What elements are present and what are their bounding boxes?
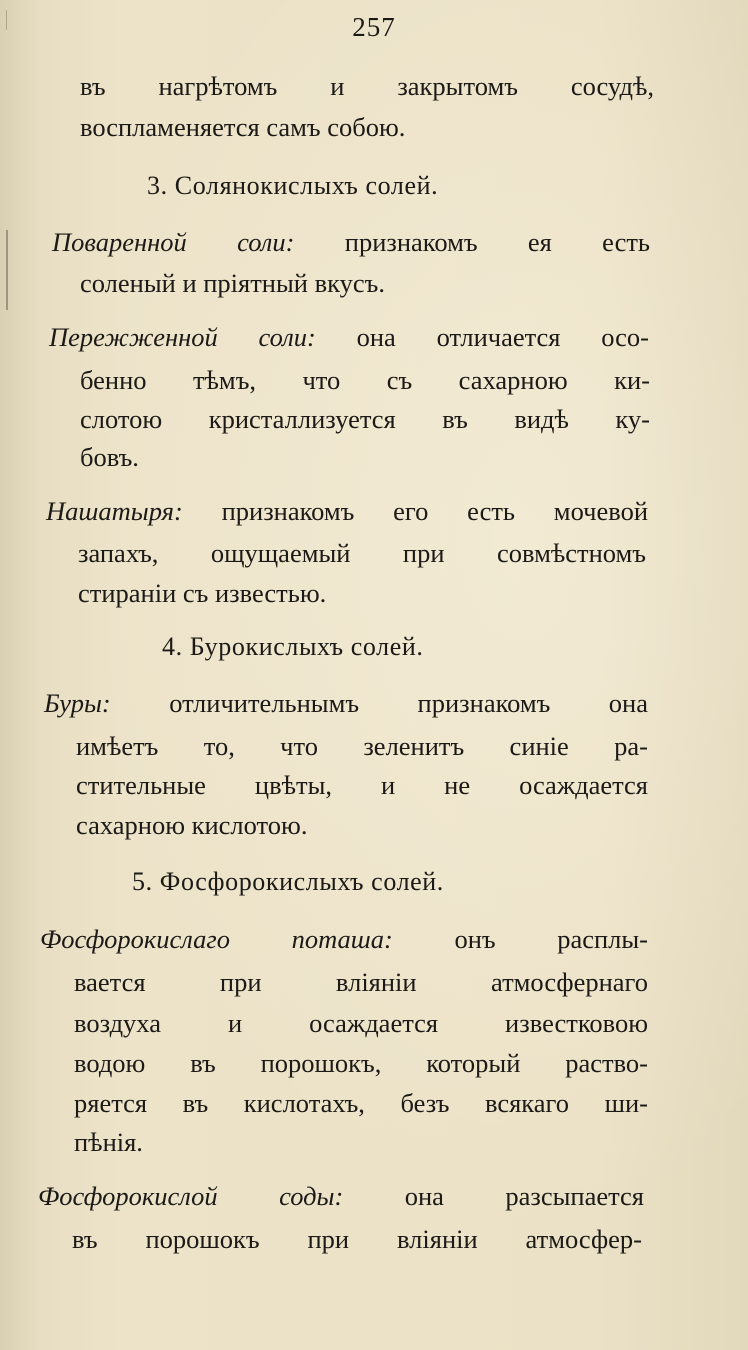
- term: Нашатыря:: [46, 496, 183, 526]
- text-fragment: отличительнымъ признакомъ она: [169, 688, 648, 718]
- text-line: стираніи съ известью.: [78, 578, 327, 608]
- text-line: бенно тѣмъ, что съ сахарною ки-: [80, 365, 650, 395]
- text-line: [46, 498, 648, 525]
- text-line: вается при вліяніи атмосфернаго: [74, 967, 648, 997]
- text-line: имѣетъ то, что зеленитъ синіе ра-: [76, 731, 648, 761]
- text-fragment: она отличается осо-: [356, 322, 650, 352]
- text-line: стительные цвѣты, и не осаждается: [76, 770, 648, 800]
- text-line: [44, 690, 648, 717]
- text-line: слотою кристаллизуется въ видѣ ку-: [80, 404, 650, 434]
- term: Пережженной соли:: [49, 322, 316, 352]
- text-fragment: онъ расплы-: [454, 924, 649, 954]
- text-line: водою въ порошокъ, который раство-: [74, 1048, 648, 1078]
- term: Фосфорокислой соды:: [38, 1181, 344, 1211]
- gutter-mark: [6, 230, 8, 310]
- term: Фосфорокислаго поташа:: [40, 924, 393, 954]
- page-number: 257: [352, 12, 396, 42]
- text-line: пѣнія.: [74, 1127, 143, 1157]
- text-line: [40, 926, 648, 953]
- text-line: соленый и пріятный вкусъ.: [80, 268, 385, 298]
- text-fragment: она разсыпается: [404, 1181, 644, 1211]
- text-line: бовъ.: [80, 442, 139, 472]
- text-fragment: признакомъ его есть мочевой: [221, 496, 648, 526]
- text-line: ряется въ кислотахъ, безъ всякаго ши-: [74, 1088, 648, 1118]
- section-heading: 4. Бурокислыхъ солей.: [162, 632, 424, 661]
- term: Буры:: [44, 688, 111, 718]
- section-heading: 5. Фосфорокислыхъ солей.: [132, 867, 444, 896]
- text-line: въ нагрѣтомъ и закрытомъ сосудѣ,: [80, 71, 654, 101]
- text-fragment: признакомъ ея есть: [344, 227, 651, 257]
- text-line: [52, 229, 650, 256]
- text-line: запахъ, ощущаемый при совмѣстномъ: [78, 538, 646, 568]
- term: Поваренной соли:: [52, 227, 295, 257]
- section-heading: 3. Солянокислыхъ солей.: [147, 171, 439, 200]
- text-line: воздуха и осаждается известковою: [74, 1008, 648, 1038]
- text-line: въ порошокъ при вліяніи атмосфер-: [72, 1224, 642, 1254]
- text-line: сахарною кислотою.: [76, 810, 308, 840]
- text-line: [49, 324, 649, 351]
- text-line: [38, 1183, 644, 1210]
- text-line: воспламеняется самъ собою.: [80, 112, 406, 142]
